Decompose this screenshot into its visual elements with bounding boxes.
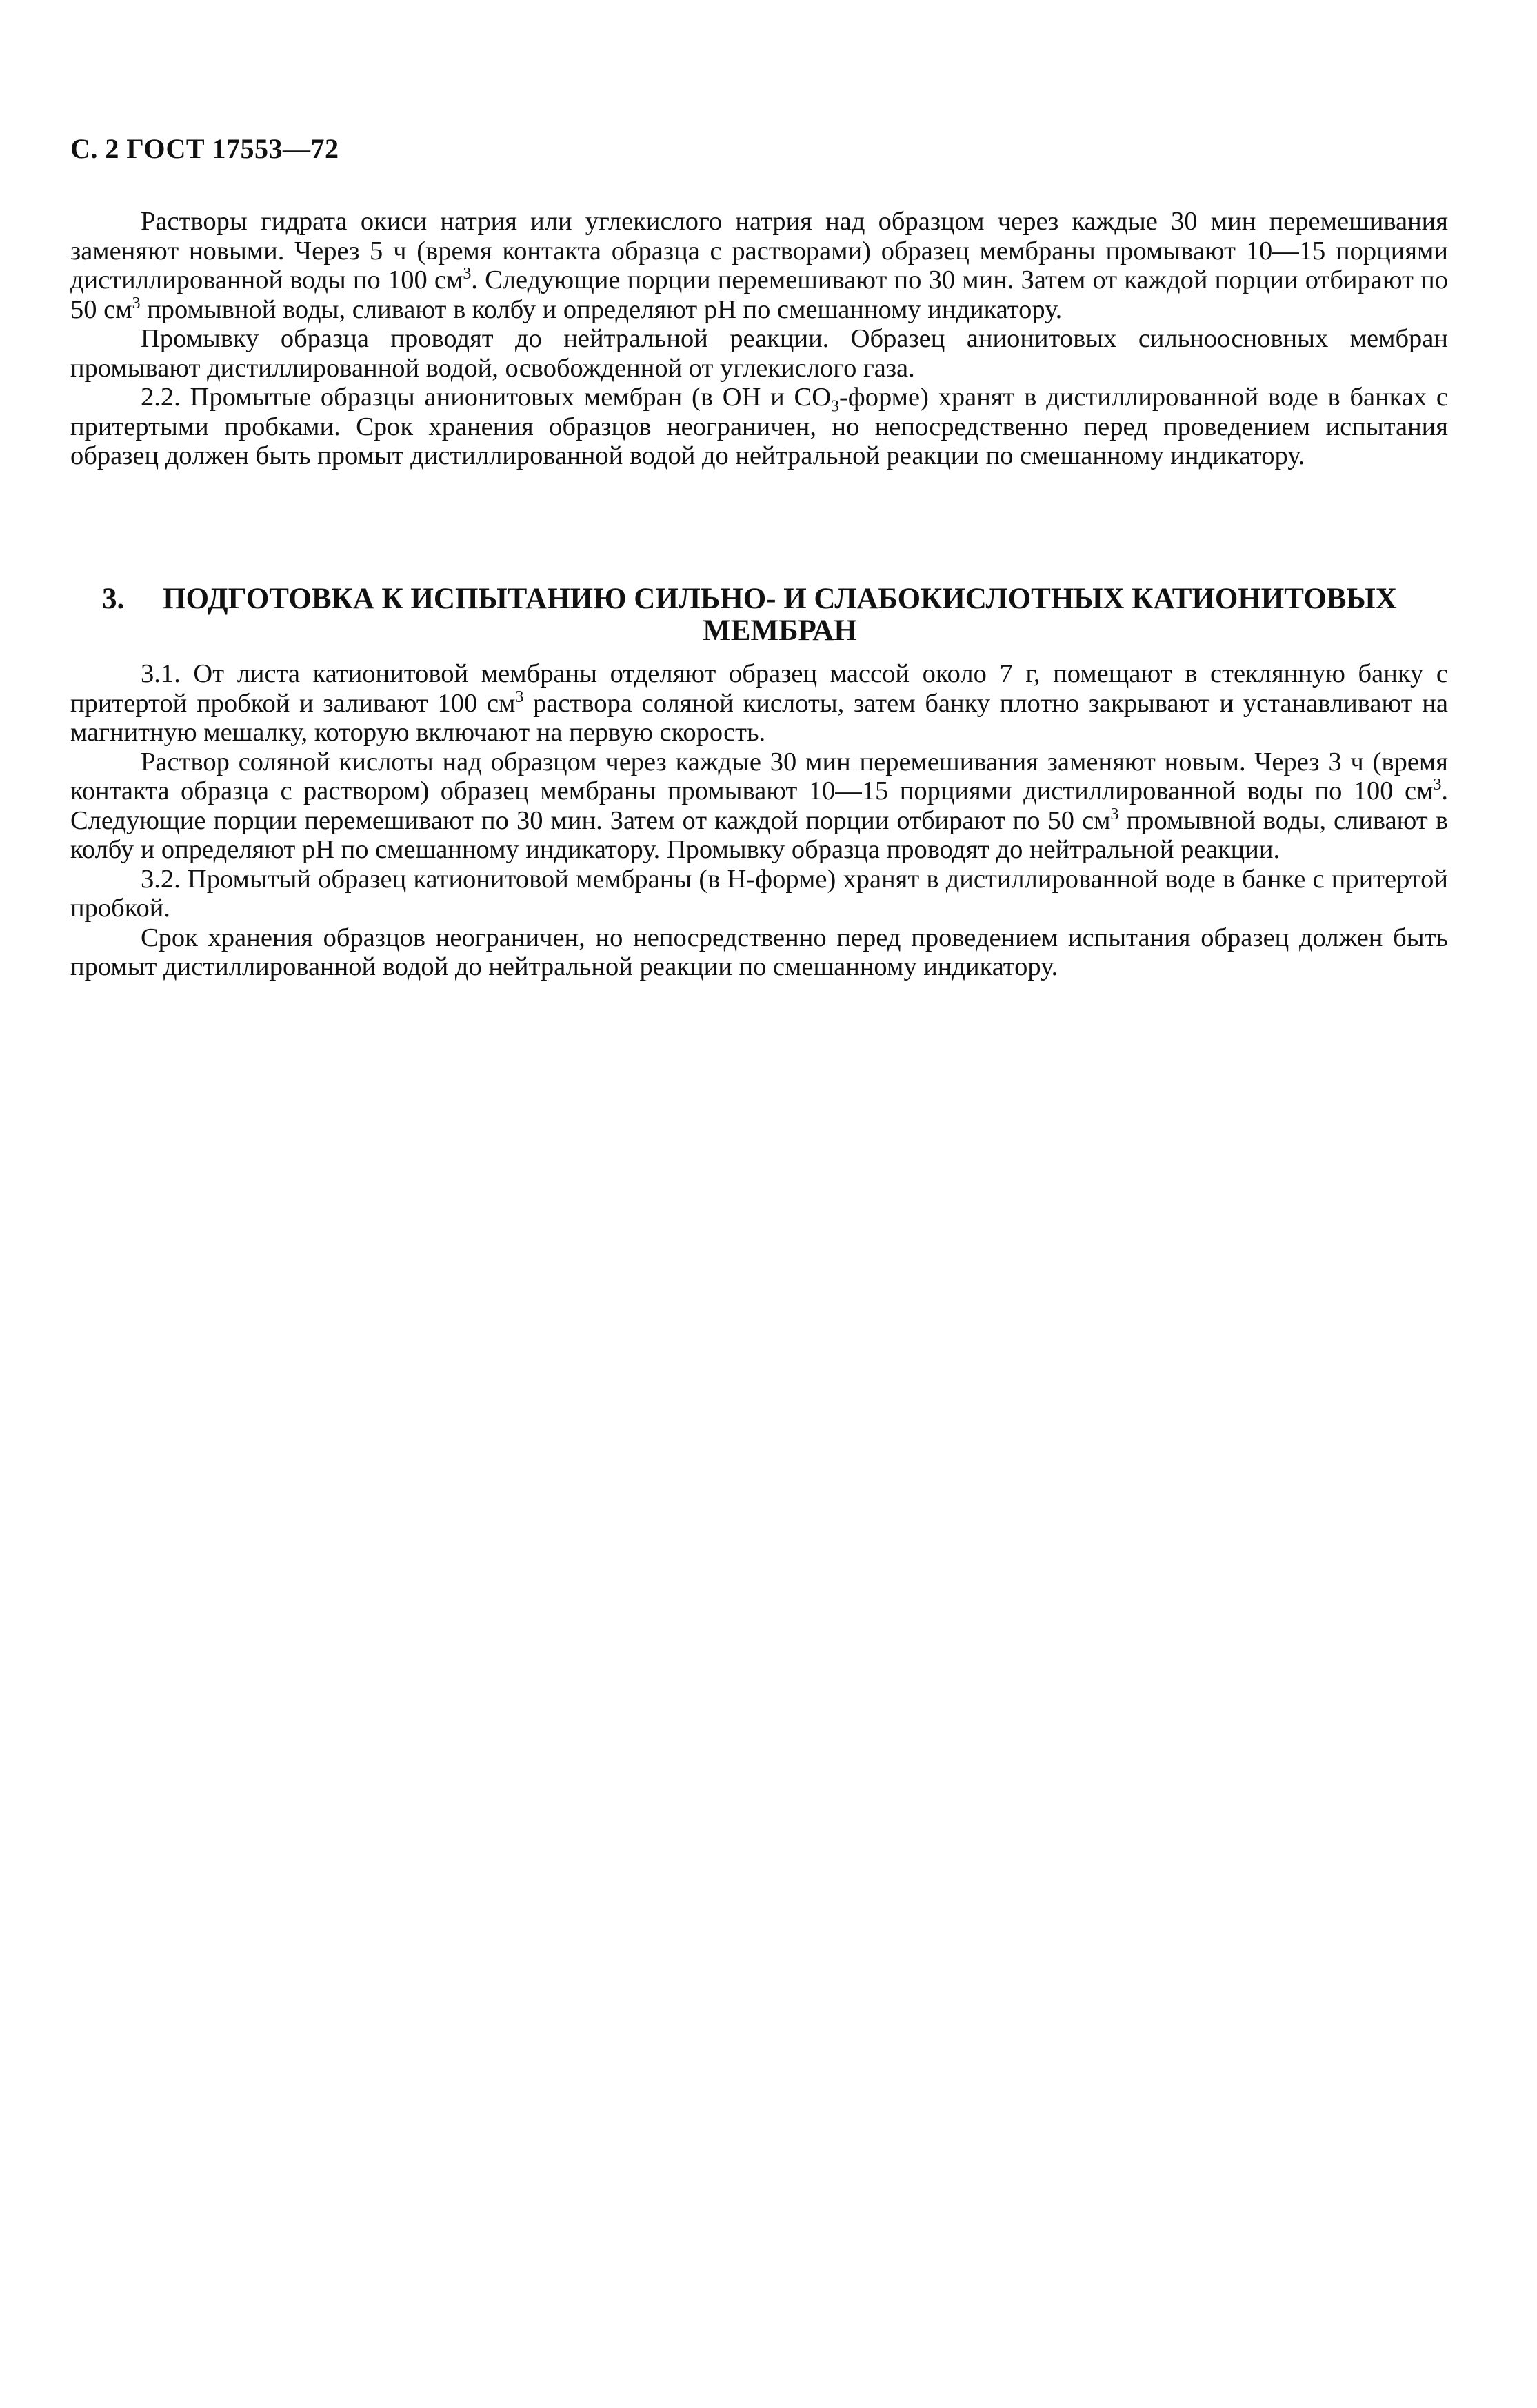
section-3-body — [70, 659, 1448, 982]
section-title: ПОДГОТОВКА К ИСПЫТАНИЮ СИЛЬНО- И СЛАБОКИСЛОТНЫХ КАТИОНИТОВЫХ МЕМБРАН — [163, 583, 1397, 647]
paragraph: Растворы гидрата окиси натрия или углекислого натрия над образцом через каждые 30 мин перемешивания заменяют новыми. Через 5 ч (время контакта образца с растворами) образец мембраны промывают 10—15 порциями дистиллированной воды по 100 $см^3$. Следующие порции перемешивают по 30 мин. Затем от каждой порции отбирают по 50 $см^3$ промывной воды, сливают в колбу и определяют pH по смешанному индикатору. — [70, 207, 1448, 324]
clause-2-2: 2.2. Промытые образцы анионитовых мембран (в ОН и $СО_3-форме$) хранят в дистиллированной воде в банках с притертыми пробками. Срок хранения образцов неограничен, но непосредственно перед проведением испытания образец должен быть промыт дистиллированной водой до нейтральной реакции по смешанному индикатору. — [70, 383, 1449, 470]
clause-3-1: 3.1. От листа катионитовой мембраны отделяют образец массой около 7 г, помещают в стеклянную банку с притертой пробкой и заливают 100 $см^3$ раствора соляной кислоты, затем банку плотно закрывают и устанавливают на магнитную мешалку, которую включают на первую скорость. — [70, 659, 1448, 747]
section-number: 3. — [102, 583, 125, 615]
section-3-heading — [70, 583, 1448, 647]
paragraph: Промывку образца проводят до нейтральной реакции. Образец анионитовых сильноосновных мембран промывают дистиллированной водой, освобожденной от углекислого газа. — [70, 324, 1448, 383]
section-2-continuation — [70, 207, 1448, 471]
running-header: С. 2 ГОСТ 17553—72 — [70, 133, 339, 164]
clause-3-2: 3.2. Промытый образец катионитовой мембраны (в Н-форме) хранят в дистиллированной воде в банке с притертой пробкой. — [70, 864, 1448, 923]
paragraph: Раствор соляной кислоты над образцом через каждые 30 мин перемешивания заменяют новым. Через 3 ч (время контакта образца с раствором) образец мембраны промывают 10—15 порциями дистиллированной воды по 100 $см^3$. Следующие порции перемешивают по 30 мин. Затем от каждой порции отбирают по 50 $см^3$ промывной воды, сливают в колбу и определяют pH по смешанному индикатору. Промывку образца проводят до нейтральной реакции. — [70, 747, 1448, 864]
paragraph: Срок хранения образцов неограничен, но непосредственно перед проведением испытания образец должен быть промыт дистиллированной водой до нейтральной реакции по смешанному индикатору. — [70, 923, 1448, 981]
